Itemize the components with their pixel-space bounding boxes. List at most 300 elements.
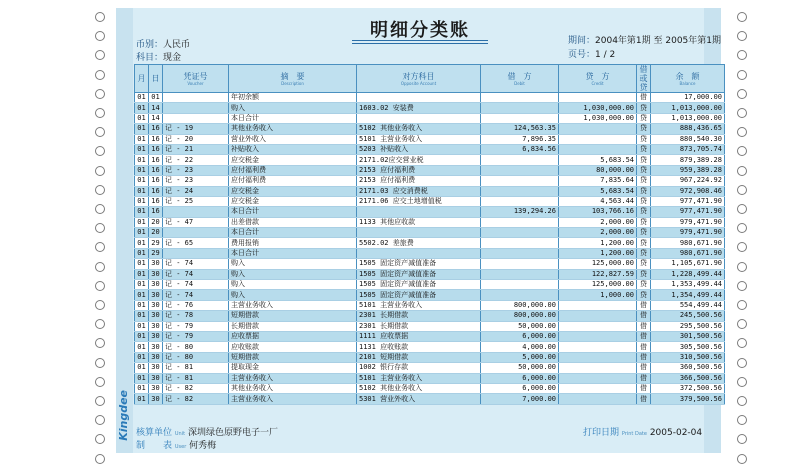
ledger-table	[134, 64, 725, 405]
credit-cell: 125,000.00	[559, 280, 637, 290]
day-cell: 30	[149, 394, 163, 404]
balance-cell: 880,540.30	[651, 134, 725, 144]
description-cell: 应付福利费	[229, 176, 357, 186]
opposite-account-cell: 2171.03 应交消费税	[357, 186, 481, 196]
balance-cell: 1,354,499.44	[651, 290, 725, 300]
left-tractor-strip	[86, 0, 116, 466]
table-row	[135, 124, 725, 134]
balance-cell: 959,389.28	[651, 165, 725, 175]
table-header-row	[135, 65, 725, 93]
tractor-hole	[95, 358, 105, 368]
direction-cell: 借	[637, 342, 651, 352]
debit-cell	[481, 290, 559, 300]
tractor-hole	[737, 204, 747, 214]
tractor-hole	[95, 146, 105, 156]
balance-cell: 1,353,499.44	[651, 280, 725, 290]
maker-label: 制 表	[136, 441, 173, 451]
debit-cell	[481, 93, 559, 103]
description-cell: 补贴收入	[229, 144, 357, 154]
column-header	[637, 65, 651, 93]
opposite-account-cell: 2171.02应交营业税	[357, 155, 481, 165]
description-cell: 主营业务收入	[229, 373, 357, 383]
opposite-account-cell	[357, 248, 481, 258]
credit-cell: 1,030,000.00	[559, 103, 637, 113]
balance-cell: 972,908.46	[651, 186, 725, 196]
direction-cell: 借	[637, 93, 651, 103]
table-row	[135, 103, 725, 113]
direction-cell: 贷	[637, 124, 651, 134]
debit-cell: 7,896.35	[481, 134, 559, 144]
credit-cell: 5,683.54	[559, 155, 637, 165]
tractor-hole	[95, 319, 105, 329]
column-header-sublabel: Credit	[591, 80, 604, 86]
opposite-account-cell: 1505 固定资产减值准备	[357, 259, 481, 269]
balance-cell: 1,105,671.90	[651, 259, 725, 269]
direction-cell: 贷	[637, 186, 651, 196]
day-cell: 01	[149, 93, 163, 103]
credit-cell: 1,200.00	[559, 238, 637, 248]
balance-cell: 977,471.90	[651, 196, 725, 206]
title-underline	[352, 43, 488, 44]
balance-cell: 980,671.90	[651, 248, 725, 258]
voucher-cell: 记 - 19	[163, 124, 229, 134]
column-header	[163, 65, 229, 93]
debit-cell	[481, 155, 559, 165]
voucher-cell	[163, 248, 229, 258]
day-cell: 16	[149, 124, 163, 134]
description-cell: 本日合计	[229, 113, 357, 123]
table-row	[135, 93, 725, 103]
opposite-account-cell: 5301 营业外收入	[357, 394, 481, 404]
opposite-account-cell: 1133 其他应收款	[357, 217, 481, 227]
description-cell: 本日合计	[229, 248, 357, 258]
voucher-cell: 记 - 47	[163, 217, 229, 227]
description-cell: 购入	[229, 290, 357, 300]
day-cell: 30	[149, 331, 163, 341]
month-cell: 01	[135, 352, 149, 362]
balance-cell: 873,705.74	[651, 144, 725, 154]
day-cell: 30	[149, 311, 163, 321]
opposite-account-cell	[357, 93, 481, 103]
credit-cell: 1,030,000.00	[559, 113, 637, 123]
month-cell: 01	[135, 93, 149, 103]
unit-row	[136, 425, 278, 438]
month-cell: 01	[135, 321, 149, 331]
tractor-hole	[95, 377, 105, 387]
tractor-hole	[95, 12, 105, 22]
opposite-account-cell: 1111 应收票据	[357, 331, 481, 341]
voucher-cell: 记 - 80	[163, 342, 229, 352]
tractor-hole	[737, 89, 747, 99]
credit-cell	[559, 383, 637, 393]
page-title: 明细分类账	[370, 20, 470, 41]
table-row	[135, 373, 725, 383]
direction-cell: 借	[637, 321, 651, 331]
opposite-account-cell: 1505 固定资产减值准备	[357, 280, 481, 290]
description-cell: 购入	[229, 269, 357, 279]
column-header-sublabel: Opposite Account	[400, 80, 437, 86]
column-header	[135, 65, 149, 93]
voucher-cell: 记 - 22	[163, 155, 229, 165]
tractor-hole	[737, 108, 747, 118]
credit-cell: 2,000.00	[559, 228, 637, 238]
day-cell: 16	[149, 144, 163, 154]
voucher-cell: 记 - 82	[163, 394, 229, 404]
balance-cell: 305,500.56	[651, 342, 725, 352]
debit-cell: 50,000.00	[481, 321, 559, 331]
credit-cell: 2,000.00	[559, 217, 637, 227]
kingdee-logo: Kingdee	[117, 390, 130, 441]
tractor-hole	[737, 262, 747, 272]
opposite-account-cell: 5101 主营业务收入	[357, 134, 481, 144]
credit-cell	[559, 134, 637, 144]
balance-cell: 366,500.56	[651, 373, 725, 383]
tractor-hole	[737, 415, 747, 425]
table-row	[135, 311, 725, 321]
debit-cell: 139,294.26	[481, 207, 559, 217]
table-row	[135, 280, 725, 290]
table-row	[135, 144, 725, 154]
month-cell: 01	[135, 155, 149, 165]
direction-cell: 借	[637, 383, 651, 393]
month-cell: 01	[135, 342, 149, 352]
voucher-cell: 记 - 23	[163, 165, 229, 175]
credit-cell	[559, 144, 637, 154]
description-cell: 费用报销	[229, 238, 357, 248]
column-header-label: 凭证号	[183, 71, 208, 81]
unit-label: 核算单位	[136, 428, 173, 438]
day-cell: 30	[149, 352, 163, 362]
opposite-account-cell: 2301 长期借款	[357, 321, 481, 331]
month-cell: 01	[135, 394, 149, 404]
direction-cell: 借	[637, 352, 651, 362]
voucher-cell	[163, 93, 229, 103]
balance-cell: 1,013,000.00	[651, 103, 725, 113]
direction-cell: 借	[637, 311, 651, 321]
tractor-hole	[95, 70, 105, 80]
month-cell: 01	[135, 269, 149, 279]
direction-cell: 贷	[637, 155, 651, 165]
day-cell: 16	[149, 207, 163, 217]
day-cell: 29	[149, 248, 163, 258]
direction-cell: 贷	[637, 238, 651, 248]
credit-cell: 80,000.00	[559, 165, 637, 175]
unit-value: 深圳绿色原野电子一厂	[187, 428, 278, 438]
month-cell: 01	[135, 113, 149, 123]
tractor-hole	[95, 434, 105, 444]
direction-cell: 借	[637, 394, 651, 404]
day-cell: 20	[149, 228, 163, 238]
balance-cell: 554,499.44	[651, 300, 725, 310]
ledger-body	[135, 93, 725, 405]
tractor-hole	[737, 127, 747, 137]
month-cell: 01	[135, 124, 149, 134]
day-cell: 29	[149, 238, 163, 248]
tractor-hole	[95, 31, 105, 41]
tractor-hole	[737, 434, 747, 444]
table-row	[135, 238, 725, 248]
day-cell: 30	[149, 363, 163, 373]
right-tractor-strip	[728, 0, 758, 466]
column-header	[559, 65, 637, 93]
direction-cell: 贷	[637, 207, 651, 217]
description-cell: 本日合计	[229, 228, 357, 238]
table-row	[135, 300, 725, 310]
direction-cell: 贷	[637, 228, 651, 238]
opposite-account-cell	[357, 113, 481, 123]
month-cell: 01	[135, 290, 149, 300]
tractor-hole	[737, 396, 747, 406]
tractor-hole	[737, 146, 747, 156]
description-cell: 购入	[229, 280, 357, 290]
table-row	[135, 155, 725, 165]
month-cell: 01	[135, 165, 149, 175]
month-cell: 01	[135, 373, 149, 383]
balance-cell: 295,500.56	[651, 321, 725, 331]
tractor-hole	[737, 358, 747, 368]
day-cell: 16	[149, 134, 163, 144]
column-header	[481, 65, 559, 93]
debit-cell	[481, 165, 559, 175]
credit-cell: 7,835.64	[559, 176, 637, 186]
month-cell: 01	[135, 134, 149, 144]
debit-cell	[481, 103, 559, 113]
unit-label-en: Unit	[174, 431, 186, 437]
column-header	[229, 65, 357, 93]
opposite-account-cell: 2101 短期借款	[357, 352, 481, 362]
page-label: 页号：	[568, 50, 596, 60]
day-cell: 30	[149, 300, 163, 310]
table-row	[135, 186, 725, 196]
day-cell: 16	[149, 186, 163, 196]
direction-cell: 贷	[637, 176, 651, 186]
balance-cell: 980,671.90	[651, 238, 725, 248]
column-header-label: 摘 要	[280, 71, 305, 81]
balance-cell: 17,000.00	[651, 93, 725, 103]
debit-cell	[481, 113, 559, 123]
tractor-hole	[95, 166, 105, 176]
table-row	[135, 352, 725, 362]
day-cell: 30	[149, 290, 163, 300]
credit-cell	[559, 124, 637, 134]
page-value: 1 / 2	[595, 50, 616, 60]
day-cell: 16	[149, 155, 163, 165]
description-cell: 出差借款	[229, 217, 357, 227]
voucher-cell	[163, 228, 229, 238]
description-cell: 主营业务收入	[229, 394, 357, 404]
table-row	[135, 217, 725, 227]
voucher-cell: 记 - 23	[163, 176, 229, 186]
table-row	[135, 290, 725, 300]
description-cell: 短期借款	[229, 352, 357, 362]
opposite-account-cell: 5502.02 差旅费	[357, 238, 481, 248]
table-row	[135, 331, 725, 341]
opposite-account-cell: 2301 长期借款	[357, 311, 481, 321]
subject-label: 科目：	[136, 53, 164, 63]
subject-value: 现金	[163, 53, 182, 63]
voucher-cell: 记 - 20	[163, 134, 229, 144]
debit-cell: 50,000.00	[481, 363, 559, 373]
description-cell: 年初余额	[229, 93, 357, 103]
voucher-cell	[163, 113, 229, 123]
print-date-label-en: Print Date	[621, 431, 647, 437]
column-header-label: 对方科目	[402, 71, 435, 81]
day-cell: 20	[149, 217, 163, 227]
maker-row	[136, 438, 216, 451]
opposite-account-cell: 1002 银行存款	[357, 363, 481, 373]
description-cell: 应付福利费	[229, 165, 357, 175]
direction-cell: 贷	[637, 217, 651, 227]
table-row	[135, 165, 725, 175]
opposite-account-cell: 5203 补贴收入	[357, 144, 481, 154]
voucher-cell: 记 - 79	[163, 331, 229, 341]
description-cell: 应交税金	[229, 186, 357, 196]
balance-cell: 245,500.56	[651, 311, 725, 321]
direction-cell: 借	[637, 300, 651, 310]
voucher-cell: 记 - 80	[163, 352, 229, 362]
description-cell: 应交税金	[229, 155, 357, 165]
credit-cell	[559, 363, 637, 373]
credit-cell	[559, 342, 637, 352]
direction-cell: 贷	[637, 280, 651, 290]
month-cell: 01	[135, 217, 149, 227]
description-cell: 长期借款	[229, 321, 357, 331]
debit-cell	[481, 196, 559, 206]
credit-cell	[559, 321, 637, 331]
voucher-cell: 记 - 76	[163, 300, 229, 310]
debit-cell	[481, 269, 559, 279]
debit-cell: 6,000.00	[481, 331, 559, 341]
balance-cell: 879,389.28	[651, 155, 725, 165]
month-cell: 01	[135, 331, 149, 341]
currency-row	[136, 37, 190, 50]
opposite-account-cell: 5102 其他业务收入	[357, 124, 481, 134]
voucher-cell	[163, 103, 229, 113]
table-row	[135, 259, 725, 269]
direction-cell: 借	[637, 331, 651, 341]
description-cell: 应交税金	[229, 196, 357, 206]
column-header-sublabel: Debit	[514, 80, 525, 86]
tractor-hole	[737, 319, 747, 329]
tractor-hole	[95, 223, 105, 233]
day-cell: 14	[149, 103, 163, 113]
voucher-cell: 记 - 24	[163, 186, 229, 196]
column-header-label: 借或贷	[639, 65, 648, 92]
month-cell: 01	[135, 259, 149, 269]
opposite-account-cell: 2171.06 应交土地增值税	[357, 196, 481, 206]
month-cell: 01	[135, 186, 149, 196]
column-header-label: 余 额	[675, 71, 700, 81]
tractor-hole	[95, 89, 105, 99]
debit-cell: 6,834.56	[481, 144, 559, 154]
table-row	[135, 248, 725, 258]
voucher-cell	[163, 207, 229, 217]
day-cell: 16	[149, 176, 163, 186]
table-row	[135, 113, 725, 123]
credit-cell	[559, 300, 637, 310]
month-cell: 01	[135, 176, 149, 186]
description-cell: 购入	[229, 259, 357, 269]
debit-cell	[481, 248, 559, 258]
tractor-hole	[95, 338, 105, 348]
column-header-sublabel: Voucher	[187, 80, 204, 86]
credit-cell	[559, 373, 637, 383]
column-header-label: 贷 方	[585, 71, 610, 81]
tractor-hole	[95, 454, 105, 464]
voucher-cell: 记 - 81	[163, 363, 229, 373]
day-cell: 30	[149, 259, 163, 269]
direction-cell: 贷	[637, 259, 651, 269]
debit-cell	[481, 238, 559, 248]
period-value: 2004年第1期 至 2005年第1期	[595, 36, 721, 46]
direction-cell: 贷	[637, 290, 651, 300]
table-row	[135, 321, 725, 331]
opposite-account-cell: 5101 主营业务收入	[357, 373, 481, 383]
month-cell: 01	[135, 363, 149, 373]
tractor-hole	[737, 12, 747, 22]
direction-cell: 贷	[637, 248, 651, 258]
credit-cell: 125,000.00	[559, 259, 637, 269]
table-row	[135, 342, 725, 352]
month-cell: 01	[135, 207, 149, 217]
voucher-cell: 记 - 81	[163, 373, 229, 383]
direction-cell: 贷	[637, 144, 651, 154]
tractor-hole	[737, 185, 747, 195]
debit-cell	[481, 186, 559, 196]
debit-cell	[481, 217, 559, 227]
credit-cell	[559, 394, 637, 404]
tractor-hole	[95, 415, 105, 425]
day-cell: 30	[149, 342, 163, 352]
table-row	[135, 383, 725, 393]
table-row	[135, 196, 725, 206]
voucher-cell: 记 - 74	[163, 290, 229, 300]
direction-cell: 贷	[637, 269, 651, 279]
direction-cell: 贷	[637, 103, 651, 113]
day-cell: 30	[149, 269, 163, 279]
description-cell: 短期借款	[229, 311, 357, 321]
balance-cell: 888,436.65	[651, 124, 725, 134]
tractor-hole	[95, 262, 105, 272]
tractor-hole	[737, 166, 747, 176]
tractor-hole	[95, 300, 105, 310]
debit-cell: 6,000.00	[481, 373, 559, 383]
debit-cell: 6,000.00	[481, 383, 559, 393]
credit-cell	[559, 352, 637, 362]
tractor-hole	[95, 50, 105, 60]
table-row	[135, 134, 725, 144]
day-cell: 30	[149, 373, 163, 383]
voucher-cell: 记 - 79	[163, 321, 229, 331]
description-cell: 应收票据	[229, 331, 357, 341]
table-row	[135, 207, 725, 217]
table-row	[135, 176, 725, 186]
column-header	[357, 65, 481, 93]
tractor-hole	[95, 204, 105, 214]
print-date-row	[583, 425, 702, 438]
balance-cell: 979,471.90	[651, 217, 725, 227]
opposite-account-cell: 5102 其他业务收入	[357, 383, 481, 393]
column-header-sublabel: Balance	[679, 80, 696, 86]
description-cell: 其他业务收入	[229, 383, 357, 393]
credit-cell: 122,827.59	[559, 269, 637, 279]
opposite-account-cell: 5101 主营业务收入	[357, 300, 481, 310]
currency-value: 人民币	[163, 40, 191, 50]
table-row	[135, 228, 725, 238]
voucher-cell: 记 - 82	[163, 383, 229, 393]
balance-cell: 1,228,499.44	[651, 269, 725, 279]
month-cell: 01	[135, 238, 149, 248]
